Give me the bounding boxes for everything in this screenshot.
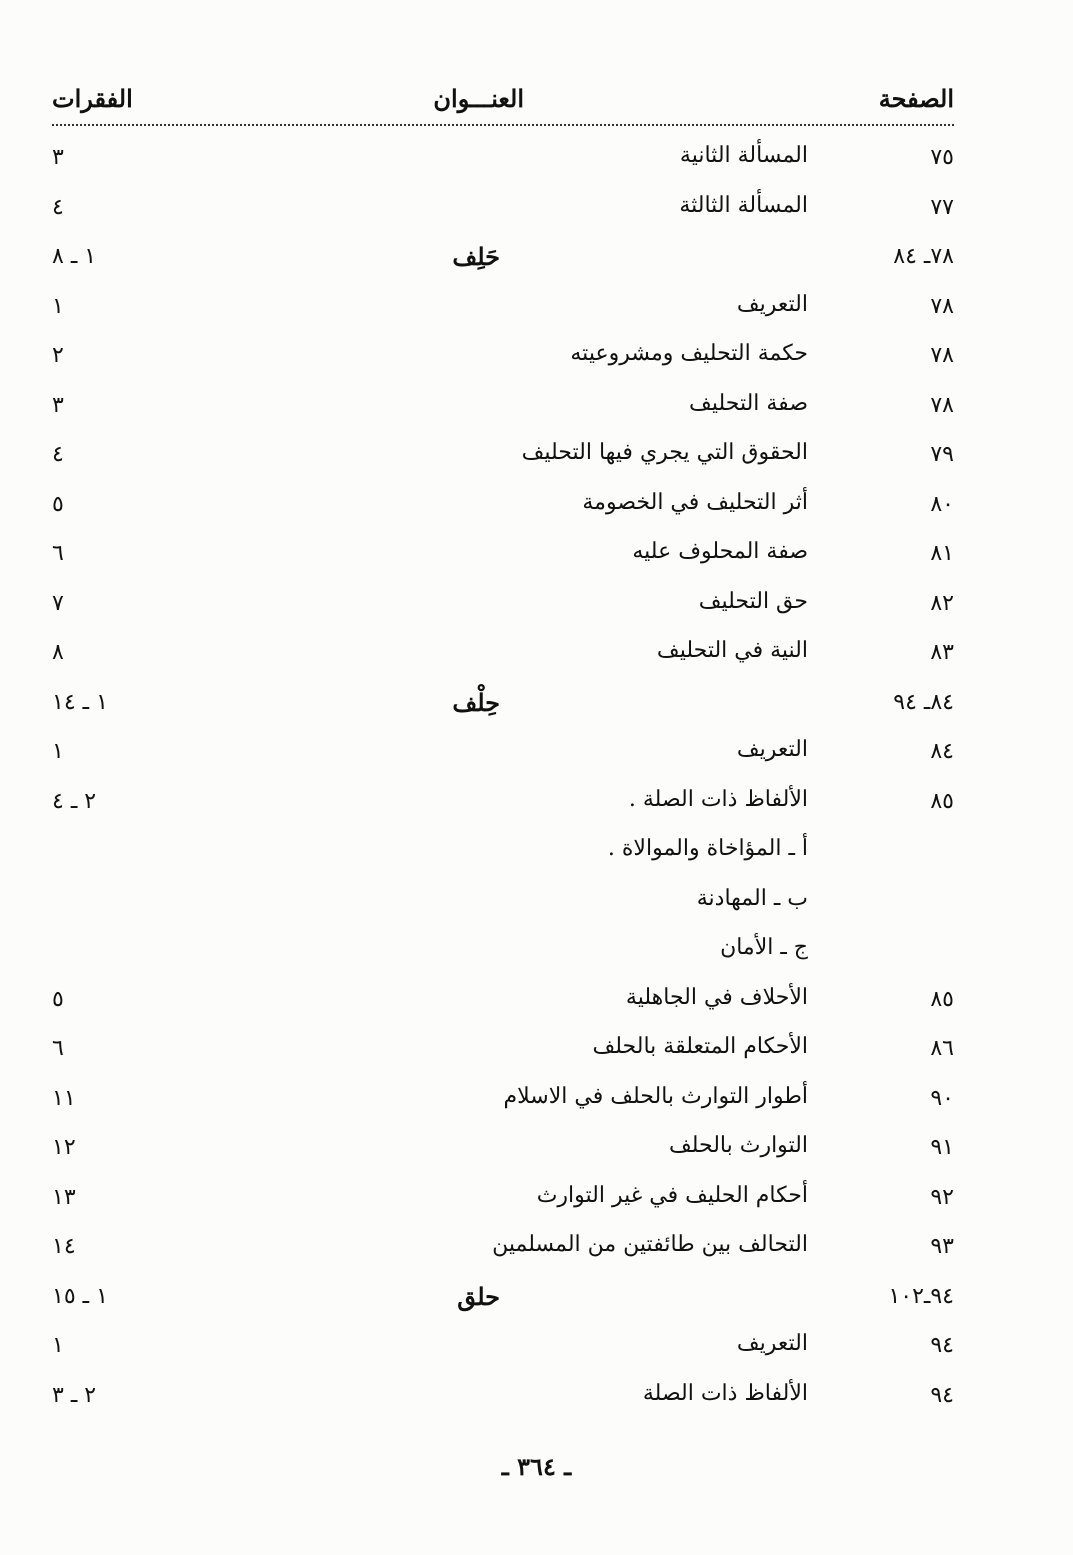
title-cell: التعريف — [736, 737, 808, 762]
table-row — [52, 581, 954, 631]
table-row — [52, 1224, 954, 1274]
title-cell: التعريف — [736, 1331, 808, 1356]
section-heading-row — [52, 234, 954, 284]
table-row — [52, 1175, 954, 1225]
page-number-cell: ٨٥ — [930, 986, 954, 1012]
header-divider — [52, 124, 954, 126]
paragraphs-cell: ٢ ـ ٤ — [52, 788, 97, 814]
page-number-cell: ٧٨ — [930, 392, 954, 418]
title-cell: حلق — [457, 1281, 500, 1311]
page-number-cell: ٨٥ — [930, 788, 954, 814]
page-number-cell: ٧٨ — [930, 293, 954, 319]
title-cell: الألفاظ ذات الصلة — [642, 1380, 808, 1406]
title-cell: الأحلاف في الجاهلية — [625, 984, 808, 1010]
sub-entry-row — [52, 878, 954, 928]
table-row — [52, 135, 954, 185]
table-row — [52, 977, 954, 1027]
page-number-cell: ٧٧ — [930, 194, 954, 220]
page-number-cell: ٩٣ — [930, 1234, 954, 1259]
title-cell: التعريف — [736, 291, 808, 317]
page-number-cell: ٧٩ — [930, 442, 954, 467]
table-row — [52, 333, 954, 383]
title-cell: أحكام الحليف في غير التوارث — [536, 1182, 808, 1208]
page-number-cell: ٩١ — [930, 1135, 954, 1160]
page-number-cell: ٨٢ — [930, 590, 954, 616]
paragraphs-cell: ١٣ — [52, 1184, 76, 1210]
paragraphs-cell: ٧ — [52, 590, 64, 616]
title-cell: النية في التحليف — [656, 638, 808, 663]
paragraphs-cell: ٦ — [52, 541, 64, 566]
paragraphs-cell: ٣ — [52, 392, 64, 418]
title-cell: الألفاظ ذات الصلة . — [628, 786, 808, 812]
table-row — [52, 383, 954, 433]
section-heading-row — [52, 1274, 954, 1324]
page-number-cell: ٩٤ — [930, 1382, 954, 1408]
table-row — [52, 779, 954, 829]
header-title-column: العنـــوان — [433, 84, 524, 113]
title-cell: ب ـ المهادنة — [696, 885, 808, 911]
paragraphs-cell: ١١ — [52, 1085, 76, 1111]
page-number-cell: ٧٨ـ ٨٤ — [893, 244, 954, 269]
title-cell: المسألة الثانية — [679, 143, 808, 168]
title-cell: أثر التحليف في الخصومة — [582, 489, 808, 515]
page-number-cell: ٩٠ — [930, 1085, 954, 1111]
header-page-column: الصفحة — [878, 84, 954, 113]
paragraphs-cell: ٤ — [52, 442, 64, 467]
paragraphs-cell: ٦ — [52, 1036, 64, 1061]
page-number-cell: ٨٠ — [930, 491, 954, 517]
title-cell: حِلْف — [452, 687, 500, 717]
page-number-cell: ٨٦ — [930, 1036, 954, 1061]
title-cell: صفة التحليف — [689, 390, 808, 416]
table-row — [52, 729, 954, 779]
page-number-cell: ٩٤ — [930, 1333, 954, 1358]
paragraphs-cell: ١ — [52, 739, 64, 764]
paragraphs-cell: ١٤ — [52, 1234, 76, 1259]
page-number-cell: ٩٢ — [930, 1184, 954, 1210]
page-number-cell: ٧٨ — [930, 343, 954, 368]
title-cell: أطوار التوارث بالحلف في الاسلام — [503, 1083, 808, 1109]
title-cell: التوارث بالحلف — [668, 1133, 808, 1158]
paragraphs-cell: ٤ — [52, 194, 64, 220]
sub-entry-row — [52, 927, 954, 977]
section-heading-row — [52, 680, 954, 730]
paragraphs-cell: ١ — [52, 1333, 64, 1358]
paragraphs-cell: ١ ـ ٨ — [52, 244, 97, 269]
paragraphs-cell: ٥ — [52, 491, 64, 517]
paragraphs-cell: ٣ — [52, 145, 64, 170]
page-number: ـ ٣٦٤ ـ — [501, 1452, 572, 1481]
header-paragraphs-column: الفقرات — [52, 84, 133, 113]
paragraphs-cell: ٨ — [52, 640, 64, 665]
title-cell: التحالف بين طائفتين من المسلمين — [492, 1232, 808, 1257]
page-number-cell: ٩٤ـ١٠٢ — [888, 1283, 954, 1309]
table-row — [52, 531, 954, 581]
page-number-cell: ٨١ — [930, 541, 954, 566]
table-row — [52, 482, 954, 532]
title-cell: ج ـ الأمان — [720, 935, 808, 960]
title-cell: صفة المحلوف عليه — [632, 539, 808, 564]
title-cell: أ ـ المؤاخاة والموالاة . — [607, 836, 808, 861]
page-number-cell: ٨٤ — [930, 739, 954, 764]
page-number-cell: ٨٣ — [930, 640, 954, 665]
title-cell: الحقوق التي يجري فيها التحليف — [521, 440, 808, 465]
table-header — [52, 78, 954, 122]
table-row — [52, 630, 954, 680]
title-cell: حَلِف — [452, 242, 500, 271]
paragraphs-cell: ١٢ — [52, 1135, 76, 1160]
page-number-cell: ٧٥ — [930, 145, 954, 170]
table-row — [52, 1323, 954, 1373]
paragraphs-cell: ٢ — [52, 343, 64, 368]
table-row — [52, 1125, 954, 1175]
table-row — [52, 284, 954, 334]
sub-entry-row — [52, 828, 954, 878]
paragraphs-cell: ١ ـ ١٤ — [52, 689, 108, 715]
paragraphs-cell: ٥ — [52, 986, 64, 1012]
title-cell: حكمة التحليف ومشروعيته — [570, 341, 808, 366]
table-row — [52, 432, 954, 482]
table-row — [52, 1076, 954, 1126]
page-number-cell: ٨٤ـ ٩٤ — [893, 689, 954, 715]
index-table — [52, 135, 954, 1422]
paragraphs-cell: ١ ـ ١٥ — [52, 1283, 108, 1309]
title-cell: الأحكام المتعلقة بالحلف — [592, 1034, 808, 1059]
title-cell: حق التحليف — [698, 588, 808, 614]
paragraphs-cell: ١ — [52, 293, 64, 319]
title-cell: المسألة الثالثة — [679, 192, 808, 218]
table-row — [52, 1373, 954, 1423]
paragraphs-cell: ٢ ـ ٣ — [52, 1382, 97, 1408]
table-row — [52, 185, 954, 235]
table-row — [52, 1026, 954, 1076]
